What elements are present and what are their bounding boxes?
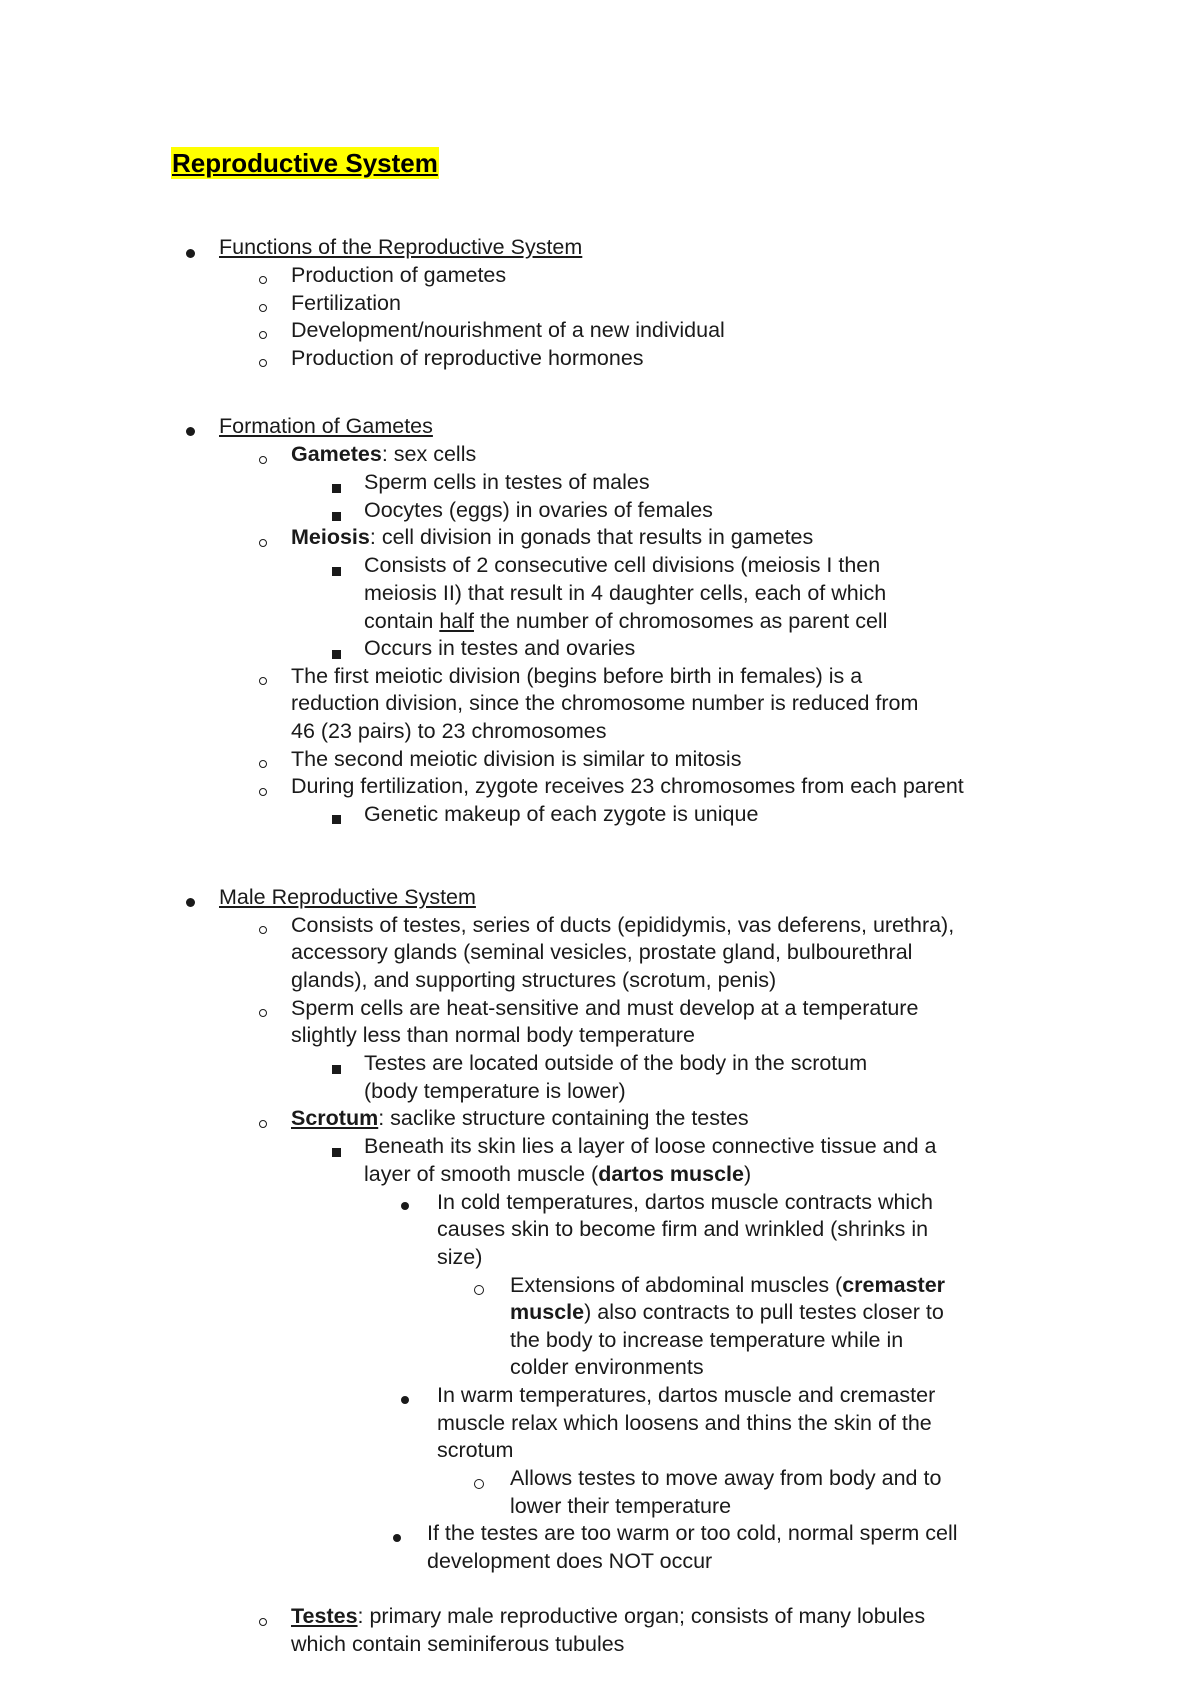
bullet-ring-icon — [259, 456, 267, 464]
list-item: Fertilization — [291, 291, 401, 315]
bullet-circle-icon — [474, 1479, 484, 1489]
bullet-small-disc-icon — [393, 1534, 401, 1542]
bullet-ring-icon — [259, 304, 267, 312]
list-item-continuation: slightly less than normal body temperature — [291, 1023, 695, 1047]
list-item: Oocytes (eggs) in ovaries of females — [364, 498, 713, 522]
bullet-ring-icon — [259, 788, 267, 796]
bullet-square-icon — [332, 512, 341, 521]
list-item: Sperm cells in testes of males — [364, 470, 650, 494]
list-item-continuation: meiosis II) that result in 4 daughter cells, each of which — [364, 581, 887, 605]
list-item: Consists of testes, series of ducts (epididymis, vas deferens, urethra), — [291, 913, 955, 937]
list-item: Allows testes to move away from body and to — [510, 1466, 942, 1490]
bullet-ring-icon — [259, 1618, 267, 1626]
bullet-small-disc-icon — [401, 1202, 409, 1210]
list-item: Meiosis: cell division in gonads that results in gametes — [291, 525, 814, 549]
list-item: The first meiotic division (begins before birth in females) is a — [291, 664, 863, 688]
bullet-circle-icon — [474, 1285, 484, 1295]
bullet-ring-icon — [259, 926, 267, 934]
list-item-continuation: accessory glands (seminal vesicles, prostate gland, bulbourethral — [291, 940, 913, 964]
bullet-ring-icon — [259, 760, 267, 768]
list-item-continuation: which contain seminiferous tubules — [291, 1632, 625, 1656]
section-heading-gametes: Formation of Gametes — [219, 414, 433, 438]
bullet-disc-icon — [186, 427, 195, 436]
bullet-disc-icon — [186, 898, 195, 907]
list-item-continuation: causes skin to become firm and wrinkled (shrinks in — [437, 1217, 929, 1241]
list-item: Sperm cells are heat-sensitive and must develop at a temperature — [291, 996, 919, 1020]
list-item: Consists of 2 consecutive cell divisions (meiosis I then — [364, 553, 881, 577]
bullet-square-icon — [332, 650, 341, 659]
list-item-continuation: size) — [437, 1245, 483, 1269]
list-item: Testes are located outside of the body in the scrotum — [364, 1051, 868, 1075]
list-item: Genetic makeup of each zygote is unique — [364, 802, 759, 826]
list-item: Scrotum: saclike structure containing the testes — [291, 1106, 749, 1130]
bullet-square-icon — [332, 1065, 341, 1074]
bullet-square-icon — [332, 567, 341, 576]
bullet-ring-icon — [259, 1120, 267, 1128]
list-item-continuation: muscle) also contracts to pull testes closer to — [510, 1300, 944, 1324]
list-item-continuation: muscle relax which loosens and thins the skin of the — [437, 1411, 932, 1435]
section-heading-male: Male Reproductive System — [219, 885, 476, 909]
list-item: Beneath its skin lies a layer of loose connective tissue and a — [364, 1134, 937, 1158]
list-item: Gametes: sex cells — [291, 442, 477, 466]
list-item-continuation: contain half the number of chromosomes as parent cell — [364, 609, 888, 633]
list-item-continuation: the body to increase temperature while in — [510, 1328, 904, 1352]
list-item-continuation: lower their temperature — [510, 1494, 732, 1518]
bullet-square-icon — [332, 815, 341, 824]
list-item-continuation: scrotum — [437, 1438, 514, 1462]
list-item: If the testes are too warm or too cold, normal sperm cell — [427, 1521, 958, 1545]
list-item: In warm temperatures, dartos muscle and cremaster — [437, 1383, 936, 1407]
list-item: Occurs in testes and ovaries — [364, 636, 636, 660]
section-heading-functions: Functions of the Reproductive System — [219, 235, 583, 259]
list-item: Extensions of abdominal muscles (cremaster — [510, 1273, 946, 1297]
list-item-continuation: development does NOT occur — [427, 1549, 713, 1573]
list-item: The second meiotic division is similar to mitosis — [291, 747, 742, 771]
bullet-small-disc-icon — [401, 1396, 409, 1404]
bullet-ring-icon — [259, 677, 267, 685]
list-item: Production of reproductive hormones — [291, 346, 644, 370]
bullet-square-icon — [332, 484, 341, 493]
page-title: Reproductive System — [172, 148, 438, 178]
list-item: Testes: primary male reproductive organ; consists of many lobules — [291, 1604, 926, 1628]
bullet-ring-icon — [259, 359, 267, 367]
list-item-continuation: colder environments — [510, 1355, 704, 1379]
bullet-disc-icon — [186, 249, 195, 258]
list-item-continuation: layer of smooth muscle (dartos muscle) — [364, 1162, 752, 1186]
list-item: During fertilization, zygote receives 23 chromosomes from each parent — [291, 774, 964, 798]
list-item-continuation: 46 (23 pairs) to 23 chromosomes — [291, 719, 607, 743]
list-item-continuation: (body temperature is lower) — [364, 1079, 626, 1103]
bullet-ring-icon — [259, 1009, 267, 1017]
list-item-continuation: glands), and supporting structures (scrotum, penis) — [291, 968, 777, 992]
bullet-ring-icon — [259, 539, 267, 547]
list-item: Development/nourishment of a new individual — [291, 318, 725, 342]
bullet-ring-icon — [259, 331, 267, 339]
bullet-ring-icon — [259, 276, 267, 284]
list-item: In cold temperatures, dartos muscle contracts which — [437, 1190, 933, 1214]
list-item: Production of gametes — [291, 263, 507, 287]
list-item-continuation: reduction division, since the chromosome number is reduced from — [291, 691, 919, 715]
bullet-square-icon — [332, 1148, 341, 1157]
